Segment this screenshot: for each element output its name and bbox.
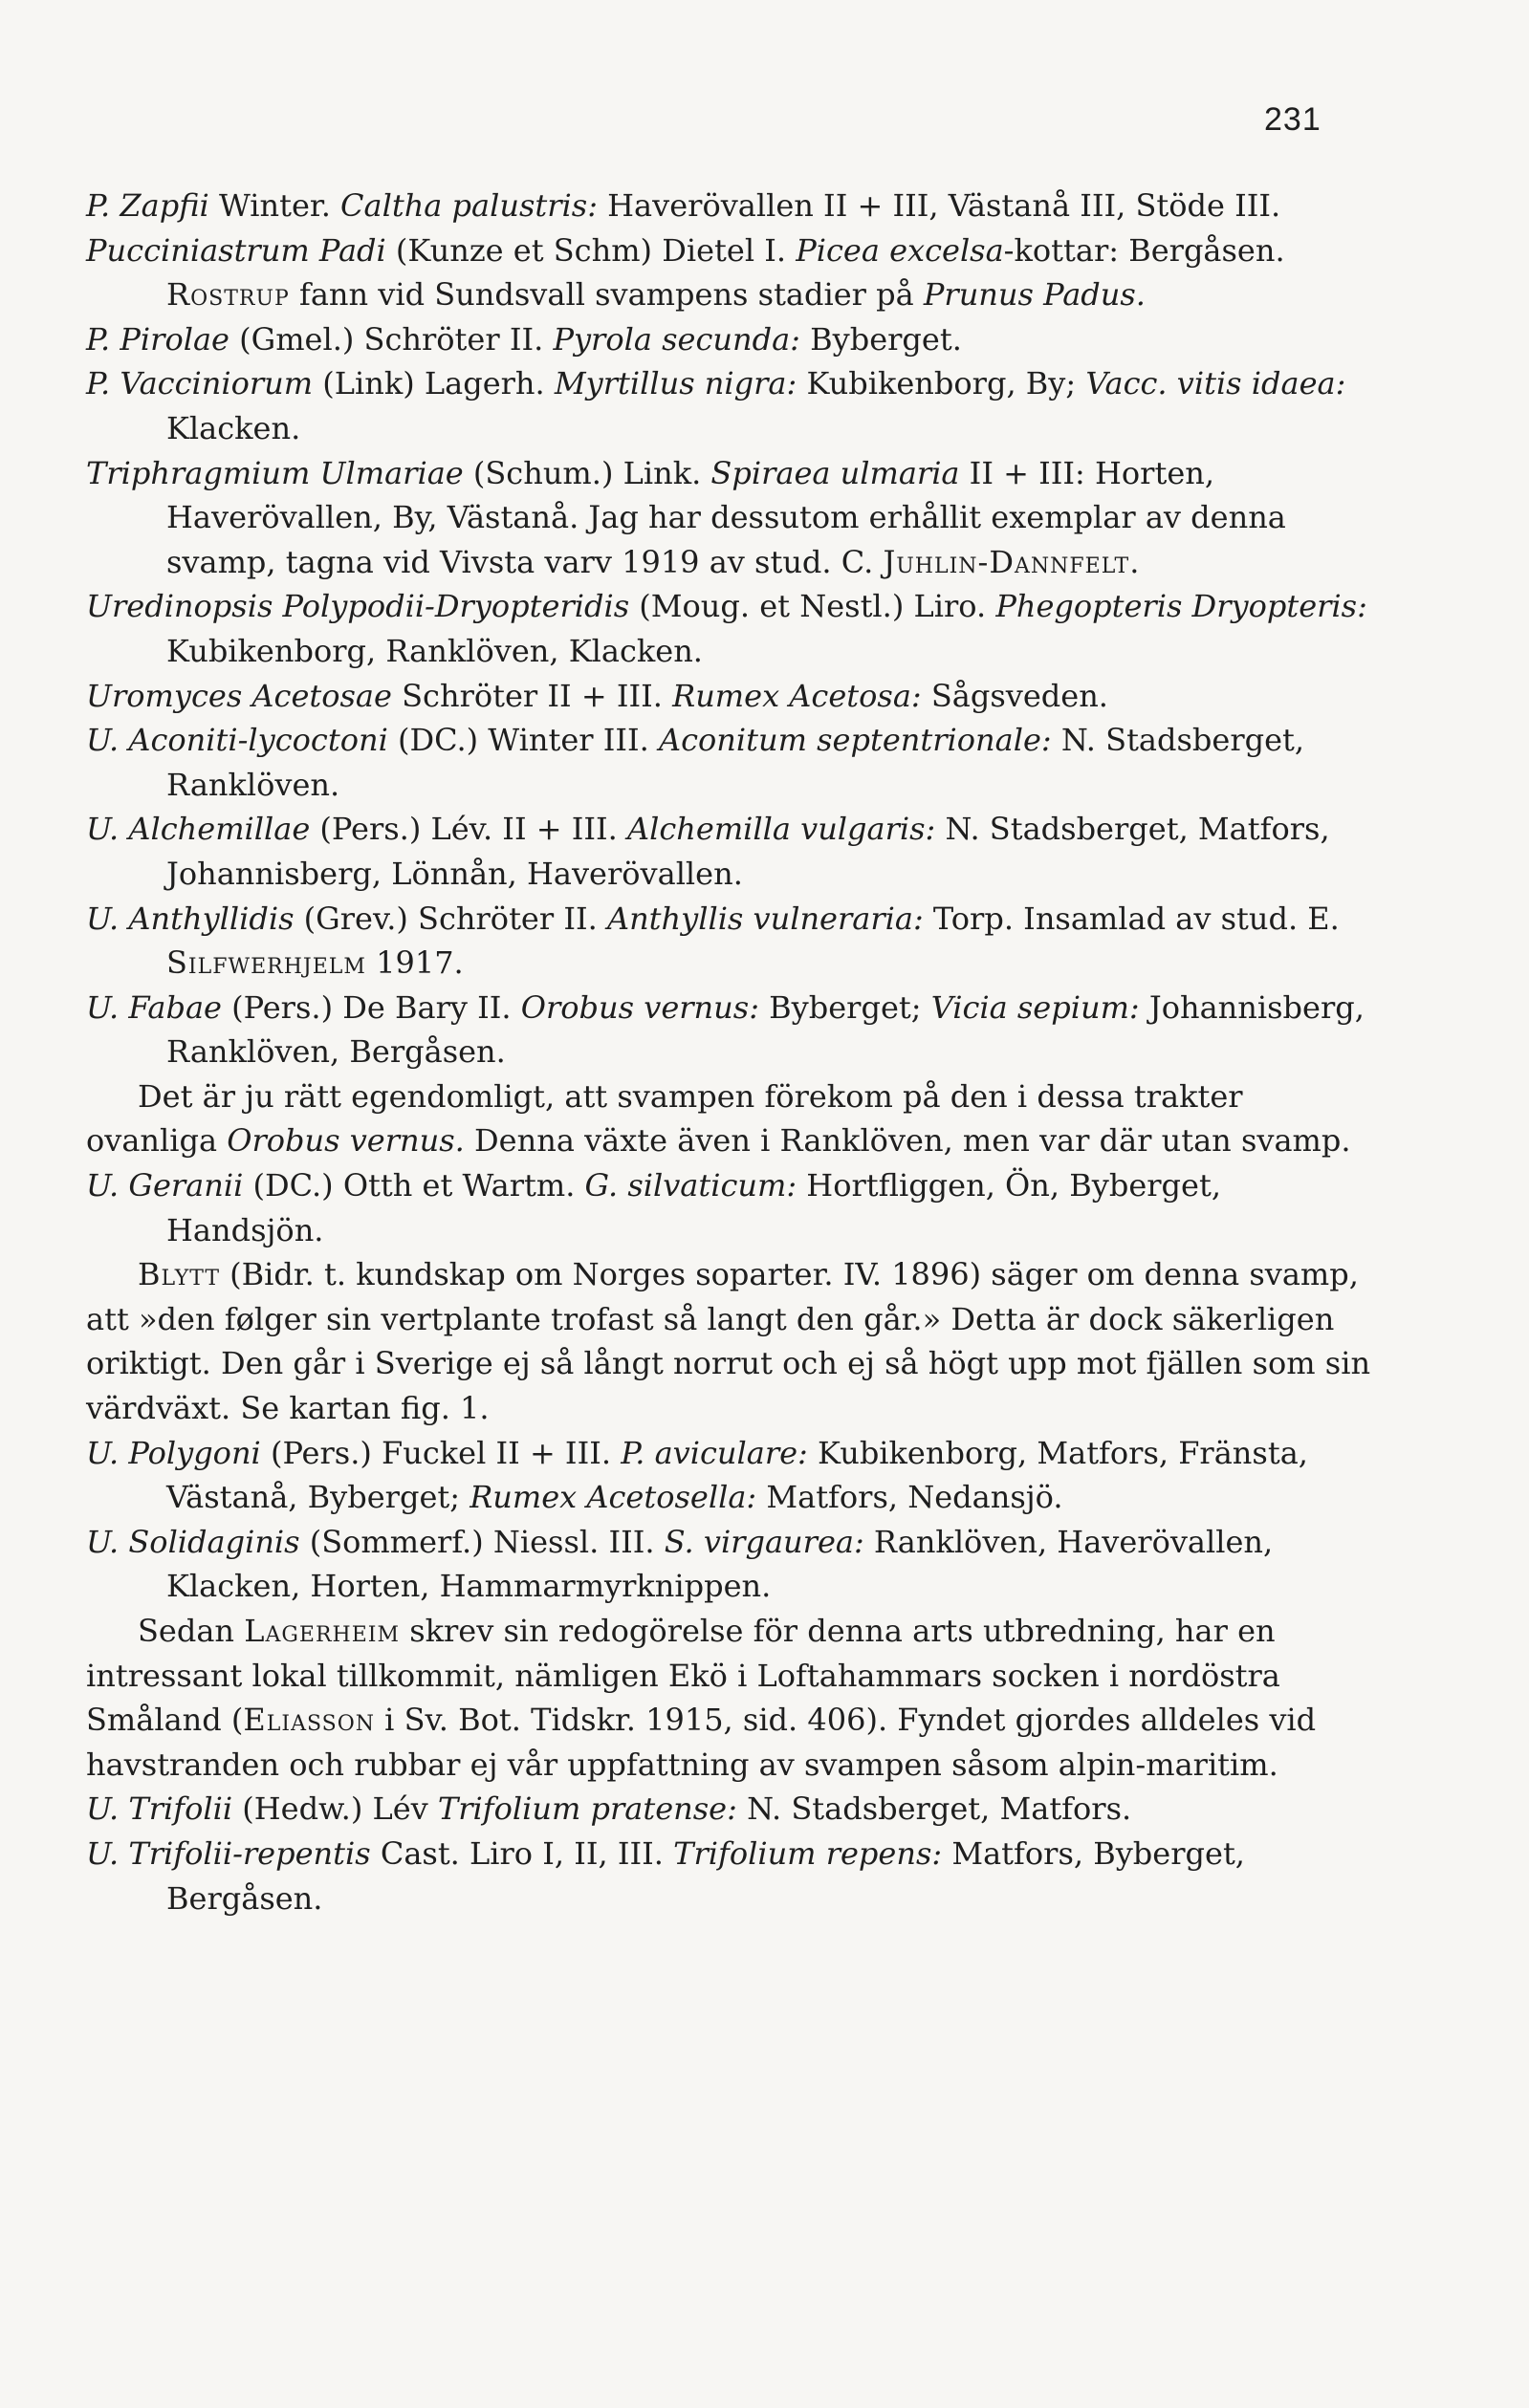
species-entry — [86, 718, 1383, 807]
taxon-name: U. Polygoni — [86, 1434, 261, 1471]
text-run: Byberget; — [758, 988, 931, 1026]
author-name: Juhlin-Dannfelt — [883, 543, 1130, 580]
taxon-name: Rumex Acetosa: — [672, 677, 922, 714]
text-run: Matfors, Byberget, Bergåsen. — [166, 1834, 1245, 1917]
species-entry — [86, 228, 1383, 317]
taxon-name: P. Pirolae — [86, 320, 229, 358]
taxon-name: Picea excelsa — [796, 231, 1004, 269]
species-entry — [86, 1832, 1383, 1920]
taxon-name: Rumex Acetosella: — [470, 1479, 757, 1516]
taxon-name: Orobus vernus. — [227, 1122, 465, 1160]
text-run: (Schum.) Link. — [463, 454, 711, 491]
taxon-name: P. aviculare: — [621, 1434, 808, 1471]
taxon-name: U. Aconiti-lycoctoni — [86, 722, 388, 759]
species-entry — [86, 451, 1383, 585]
text-run: (Grev.) Schröter II. — [294, 900, 607, 937]
taxon-name: Aconitum septentrionale: — [659, 722, 1052, 759]
text-run: 1917. — [365, 944, 464, 982]
taxon-name: U. Geranii — [86, 1167, 244, 1204]
taxon-name: Spiraea ulmaria — [710, 454, 960, 491]
taxon-name: P. Vacciniorum — [86, 365, 314, 402]
taxon-name: Uredinopsis Polypodii-Dryopteridis — [86, 588, 630, 625]
text-run: N. Stadsberget, Matfors, Johannisberg, Lönnån, Haverövallen. — [166, 811, 1330, 892]
taxon-name: U. Trifolii — [86, 1790, 233, 1828]
text-run: II + III: Horten, Haverövallen, By, Västanå. Jag har dessutom erhållit exemplar av denna svamp, tagna vid Vivsta varv 1919 av stud. C. — [166, 454, 1286, 580]
taxon-name: U. Trifolii-repentis — [86, 1834, 371, 1872]
taxon-name: Myrtillus nigra: — [554, 365, 797, 402]
body-paragraph — [86, 1609, 1383, 1787]
text-run: (Pers.) Lév. II + III. — [310, 811, 627, 848]
text-run: (Hedw.) Lév — [232, 1790, 438, 1828]
taxon-name: Prunus Padus. — [923, 276, 1146, 314]
text-run: . — [1129, 543, 1140, 580]
species-entry — [86, 897, 1383, 986]
text-run: Schröter II + III. — [391, 677, 673, 714]
author-name: Silfwerhjelm — [166, 944, 366, 982]
text-run: Johannisberg, Ranklöven, Bergåsen. — [166, 988, 1365, 1071]
species-entry — [86, 1520, 1383, 1609]
species-entry — [86, 986, 1383, 1074]
text-run: (Kunze et Schm) Dietel I. — [385, 231, 797, 269]
text-run: Matfors, Nedansjö. — [756, 1479, 1063, 1516]
taxon-name: U. Alchemillae — [86, 811, 311, 848]
text-run: Sågsveden. — [921, 677, 1108, 714]
text-run: N. Stadsberget, Matfors. — [736, 1790, 1132, 1828]
species-entry — [86, 1163, 1383, 1252]
species-entry — [86, 1431, 1383, 1520]
species-entry — [86, 584, 1383, 673]
taxon-name: Pucciniastrum Padi — [86, 231, 386, 269]
text-run: Denna växte även i Ranklöven, men var där utan svamp. — [464, 1122, 1351, 1160]
taxon-name: Alchemilla vulgaris: — [627, 811, 936, 848]
body-paragraph — [86, 1252, 1383, 1430]
text-run: N. Stadsberget, Ranklöven. — [166, 722, 1305, 803]
text-run: skrev sin redogörelse för denna arts utbredning, har en intressant lokal tillkommit, nämligen Ekö i Loftahammars socken i nordöstra Småland ( — [86, 1613, 1280, 1739]
taxon-name: Vicia sepium: — [930, 988, 1140, 1026]
text-run: Winter. — [208, 187, 341, 224]
taxon-name: U. Solidaginis — [86, 1523, 300, 1560]
taxon-name: Triphragmium Ulmariae — [86, 454, 464, 491]
body-paragraph — [86, 1074, 1383, 1163]
taxon-name: Orobus vernus: — [520, 988, 759, 1026]
text-run: (Bidr. t. kundskap om Norges soparter. IV. 1896) säger om denna svamp, att »den følger sin vertplante trofast så langt den går.» Detta är dock säkerligen oriktigt. Den går i Sverige ej så långt norrut och ej så högt upp mot fjällen som sin värdväxt. Se kartan fig. 1. — [86, 1256, 1371, 1427]
taxon-name: S. virgaurea: — [664, 1523, 864, 1560]
taxon-name: P. Zapfii — [86, 187, 209, 224]
text-run: (Moug. et Nestl.) Liro. — [629, 588, 996, 625]
page-body — [86, 184, 1383, 1920]
text-run: -kottar: Bergåsen. — [1003, 231, 1285, 269]
taxon-name: Anthyllis vulneraria: — [606, 900, 924, 937]
taxon-name: Caltha palustris: — [340, 187, 598, 224]
text-run: (Sommerf.) Niessl. III. — [299, 1523, 665, 1560]
page-number: 231 — [1264, 101, 1321, 138]
text-run: Cast. Liro I, II, III. — [370, 1834, 674, 1872]
text-run: fann vid Sundsvall svampens stadier på — [289, 276, 924, 314]
species-entry — [86, 361, 1383, 450]
author-name: Eliasson — [243, 1702, 375, 1739]
author-name: Blytt — [138, 1256, 220, 1293]
species-entry — [86, 1787, 1383, 1832]
text-run: Haverövallen II + III, Västanå III, Stöde III. — [597, 187, 1281, 224]
text-run: (Pers.) De Bary II. — [221, 988, 521, 1026]
text-run: i Sv. Bot. Tidskr. 1915, sid. 406). Fyndet gjordes alldeles vid havstranden och rubbar ej vår uppfattning av svampen såsom alpin-maritim. — [86, 1702, 1317, 1783]
author-name: Lagerheim — [244, 1613, 401, 1649]
taxon-name: Trifolium pratense: — [437, 1790, 737, 1828]
text-run: Hortfliggen, Ön, Byberget, Handsjön. — [166, 1167, 1221, 1248]
text-run: Kubikenborg, Ranklöven, Klacken. — [166, 632, 703, 669]
text-run: Sedan — [138, 1613, 245, 1649]
taxon-name: Pyrola secunda: — [553, 320, 800, 358]
taxon-name: U. Fabae — [86, 988, 222, 1026]
text-run: (Pers.) Fuckel II + III. — [260, 1434, 622, 1471]
text-run: Det är ju rätt egendomligt, att svampen förekom på den i dessa trakter ovanliga — [86, 1077, 1243, 1160]
text-run: (DC.) Winter III. — [387, 722, 659, 759]
taxon-name: Uromyces Acetosae — [86, 677, 392, 714]
text-run: (Link) Lagerh. — [313, 365, 555, 402]
text-run: Kubikenborg, By; — [797, 365, 1086, 402]
author-name: Rostrup — [166, 276, 290, 314]
species-entry — [86, 807, 1383, 896]
text-run: Klacken. — [166, 409, 301, 446]
taxon-name: U. Anthyllidis — [86, 900, 295, 937]
text-run: Kubikenborg, Matfors, Fränsta, Västanå, Byberget; — [166, 1434, 1308, 1516]
taxon-name: G. silvaticum: — [584, 1167, 797, 1204]
text-run: Torp. Insamlad av stud. E. — [923, 900, 1340, 937]
taxon-name: Vacc. vitis idaea: — [1085, 365, 1346, 402]
taxon-name: Phegopteris Dryopteris: — [995, 588, 1367, 625]
text-run: Byberget. — [799, 320, 962, 358]
text-run: (DC.) Otth et Wartm. — [243, 1167, 585, 1204]
taxon-name: Trifolium repens: — [673, 1834, 943, 1872]
species-entry — [86, 674, 1383, 719]
text-run: Ranklöven, Haverövallen, Klacken, Horten, Hammarmyrknippen. — [166, 1523, 1274, 1605]
text-run: (Gmel.) Schröter II. — [229, 320, 554, 358]
species-entry — [86, 184, 1383, 228]
species-entry — [86, 317, 1383, 362]
